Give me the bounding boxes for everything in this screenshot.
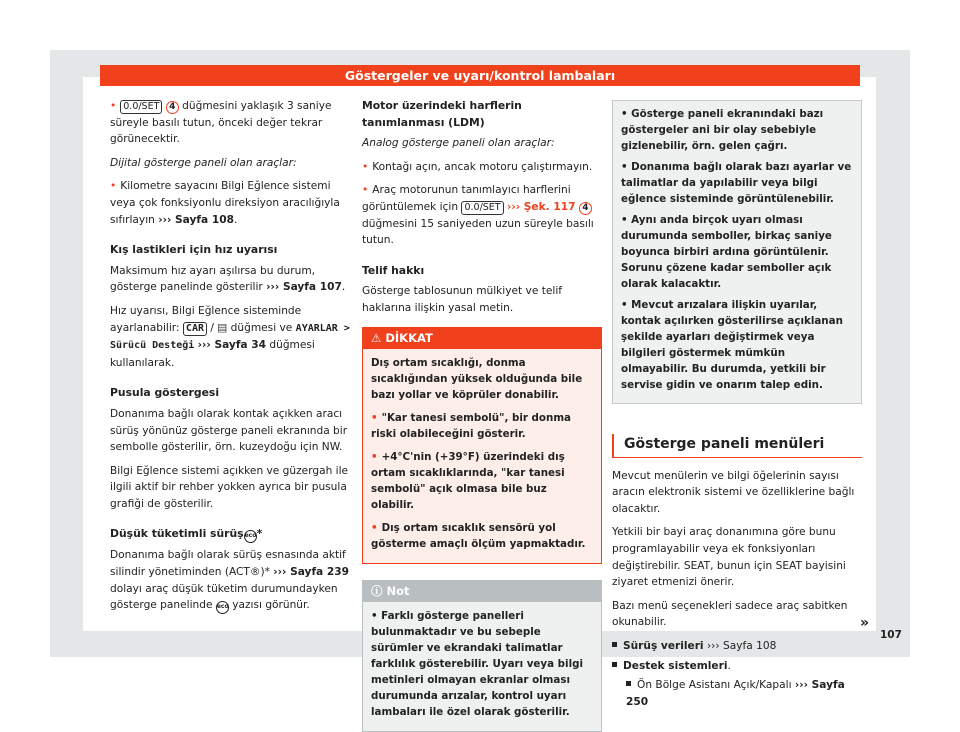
bullet-icon: • [110, 180, 117, 193]
figure-link[interactable]: ››› Şek. 117 [507, 200, 576, 213]
page-title: Göstergeler ve uyarı/kontrol lambaları [100, 65, 860, 86]
bullet-icon: • [371, 521, 378, 534]
number-callout: 4 [579, 202, 592, 215]
warning-intro: Dış ortam sıcaklığı, donma sıcaklığından yüksek olduğunda bile bazı yollar ve köprüler donabilir. [371, 356, 583, 401]
list-item: Ön Bölge Asistanı Açık/Kapalı ››› Sayfa 250 [626, 679, 845, 708]
info-icon: ⓘ [371, 583, 383, 598]
note-box: ⓘ Not • Farklı gösterge panelleri bulunmaktadır ve bu sebeple sürümler ve ekrandaki talimatlar farklılık gösterebilir. Uyarı veya bilgi metinleri olmayan ekranlar olması durumunda arızalar, kontrol uyarı lambaları ile özel olarak gösterilir. [362, 580, 602, 732]
text: düğmesini yaklaşık 3 saniye süreyle basılı tutun, önceki değer tekrar görünecektir. [110, 100, 332, 146]
page-link[interactable]: ››› Sayfa 107 [266, 281, 342, 294]
number-callout: 4 [166, 101, 179, 114]
bullet-icon: • [362, 160, 369, 173]
page-link[interactable]: ››› Sayfa 108 [158, 213, 234, 226]
text: Bazı menü seçenekleri sadece araç sabitken okunabilir. [612, 599, 848, 629]
text: Donanıma bağlı olarak kontak açıkken aracı sürüş yönünüz gösterge paneli ekranında bir sembolle gösterilir, örn. kuzeydoğu için NW. [110, 407, 348, 454]
text: Araç motorunun tanımlayıcı harflerini görüntülemek için [362, 184, 571, 213]
analog-label: Analog gösterge paneli olan araçlar: [362, 137, 555, 150]
warning-icon: ⚠ [371, 330, 382, 345]
heading-compass: Pusula göstergesi [110, 386, 220, 400]
page-link[interactable]: ››› Sayfa 239 [273, 566, 349, 579]
warning-box [362, 327, 602, 564]
asterisk: * [256, 527, 263, 541]
page-number: 107 [880, 629, 902, 641]
column-1: • 0.0/SET 4 düğmesini yaklaşık 3 saniye süreyle basılı tutun, önceki değer tekrar görünecektir. Dijital gösterge paneli olan araçlar: • Kilometre sayacını Bilgi Eğlence sistemi veya çok fonksiyonlu direksiyon aracılığıyla sıfırlayın ››› Sayfa 108. Kış lastikleri için hız uyarısı Maksimum hız ayarı aşılırsa bu durum, gösterge panelinde gösterilir ››› Sayfa 107. Hız uyarısı, Bilgi Eğlence sisteminde ayarlanabilir: CAR / ▤ düğmesi ve AYARLAR > Sürücü Desteği ››› Sayfa 34 düğmesi kullanılarak. Pusula göstergesi Donanıma bağlı olarak kontak açıkken aracı sürüş yönünüz gösterge paneli ekranında bir sembolle gösterilir, örn. kuzeydoğu için NW. Bilgi Eğlence sistemi açıkken ve güzergah ile ilgili aktif bir rehber yokken ayrıca bir pusula grafiği de gösterilir. Düşük tüketimli sürüşeco* Donanıma bağlı olarak sürüş esnasında aktif silindir yönetiminden (ACT®)* ››› Sayfa 239 dolayı araç düşük tüketim durumundayken gösterge panelinde eco yazısı görünür. [110, 98, 355, 621]
column-3 [612, 98, 862, 713]
bullet-icon: • [362, 184, 369, 197]
text: düğmesini 15 saniyeden uzun süreyle basılı tutun. [362, 217, 594, 247]
text: Mevcut menülerin ve bilgi öğelerinin sayısı aracın elektronik sistemi ve özelliklerine bağlı olacaktır. [612, 469, 855, 515]
note-item: Donanıma bağlı olarak bazı ayarlar ve talimatlar da yapılabilir veya bilgi eğlence sisteminde görüntülenebilir. [621, 161, 852, 205]
set-button-label: 0.0/SET [120, 100, 162, 114]
bullet-icon: • [371, 411, 378, 424]
heading-copyright: Telif hakkı [362, 263, 425, 277]
page-link[interactable]: ››› Sayfa 250 [626, 679, 845, 708]
menu-path: AYARLAR > Sürücü Desteği [110, 322, 350, 352]
page-link[interactable]: ››› Sayfa 108 [706, 639, 777, 652]
heading-winter: Kış lastikleri için hız uyarısı [110, 243, 278, 257]
heading-eco: Düşük tüketimli sürüş [110, 527, 244, 541]
digital-label: Dijital gösterge paneli olan araçlar: [110, 156, 297, 169]
text: Yetkili bir bayi araç donanımına göre bunu programlayabilir veya ek fonksiyonları değiştirebilir. SEAT, bunun için SEAT bayisini ziyaret etmenizi önerir. [612, 526, 846, 589]
text: Bilgi Eğlence sistemi açıkken ve güzergah ile ilgili aktif bir rehber yokken ayrıca bir pusula grafiği de gösterilir. [110, 464, 349, 510]
warning-item: "Kar tanesi sembolü", bir donma riski olabileceğini gösterir. [371, 411, 572, 440]
bullet-icon: • [110, 100, 117, 112]
eco-icon: eco [244, 530, 257, 543]
text: yazısı görünür. [232, 599, 310, 612]
text: Kontağı açın, ancak motoru çalıştırmayın. [372, 160, 593, 173]
set-button-label: 0.0/SET [461, 201, 503, 215]
heading-ldm: Motor üzerindeki harflerin tanımlanması (LDM) [362, 99, 522, 129]
note-item: Farklı gösterge panelleri bulunmaktadır ve bu sebeple sürümler ve ekrandaki talimatlar farklılık gösterebilir. Uyarı veya bilgi metinleri olmayan ekranlar olması durumunda arızalar, kontrol uyarı lambaları ile özel olarak gösterilir. [371, 609, 583, 718]
text: Hız uyarısı, Bilgi Eğlence sisteminde ayarlanabilir: [110, 304, 302, 334]
text: düğmesi kullanılarak. [110, 339, 315, 369]
continue-icon: » [860, 615, 870, 631]
list-item: Destek sistemleri. [612, 658, 862, 675]
note-continuation-box: • Gösterge paneli ekranındaki bazı göstergeler ani bir olay sebebiyle gizlenebilir, örn. gelen çağrı. • Donanıma bağlı olarak bazı ayarlar ve talimatlar da yapılabilir veya bilgi eğlence sisteminde görüntülenebilir. • Aynı anda birçok uyarı olması durumunda semboller, birkaç saniye boyunca birbiri ardına görüntülenir. Sorunu çözene kadar semboller açık olarak kalacaktır. • Mevcut arızalara ilişkin uyarılar, kontak açılırken gösterilirse açıklanan şekilde ayarları değiştirmek veya bilgileri göstermek mümkün olmayabilir. Bu durumda, yetkili bir servise gidin ve onarım talep edin. [612, 100, 862, 404]
page-link[interactable]: ››› Sayfa 34 [197, 339, 267, 352]
text: dolayı araç düşük tüketim durumundayken gösterge panelinde [110, 582, 338, 612]
text: Donanıma bağlı olarak sürüş esnasında aktif silindir yönetiminden (ACT®)* [110, 549, 346, 579]
text: Gösterge tablosunun mülkiyet ve telif haklarına ilişkin yasal metin. [362, 285, 563, 314]
text: / ▤ düğmesi ve [210, 321, 293, 334]
note-title: Not [386, 583, 410, 598]
eco-icon: eco [216, 601, 229, 614]
column-2 [362, 98, 602, 732]
section-heading-menus: Gösterge paneli menüleri [612, 434, 862, 458]
note-item: Aynı anda birçok uyarı olması durumunda semboller, birkaç saniye boyunca birbiri ardına görüntülenir. Sorunu çözene kadar semboller açık olarak kalacaktır. [621, 214, 832, 290]
car-button-label: CAR [183, 322, 207, 336]
note-item: Gösterge paneli ekranındaki bazı göstergeler ani bir olay sebebiyle gizlenebilir, örn. gelen çağrı. [621, 108, 824, 152]
note-item: Mevcut arızalara ilişkin uyarılar, kontak açılırken gösterilirse açıklanan şekilde ayarları değiştirmek veya bilgileri göstermek mümkün olmayabilir. Bu durumda, yetkili bir servise gidin ve onarım talep edin. [621, 299, 843, 391]
text: Kilometre sayacını Bilgi Eğlence sistemi veya çok fonksiyonlu direksiyon aracılığıyla sıfırlayın [110, 180, 340, 226]
warning-title: DİKKAT [385, 330, 433, 345]
bullet-icon: • [371, 450, 378, 463]
warning-item: +4°C'nin (+39°F) üzerindeki dış ortam sıcaklıklarında, "kar tanesi sembolü" açık olmasa bile buz olabilir. [371, 450, 565, 511]
list-item: Sürüş verileri ››› Sayfa 108 [612, 638, 862, 655]
text: Maksimum hız ayarı aşılırsa bu durum, gösterge panelinde gösterilir [110, 264, 316, 294]
warning-item: Dış ortam sıcaklık sensörü yol gösterme amaçlı ölçüm yapmaktadır. [371, 521, 586, 550]
